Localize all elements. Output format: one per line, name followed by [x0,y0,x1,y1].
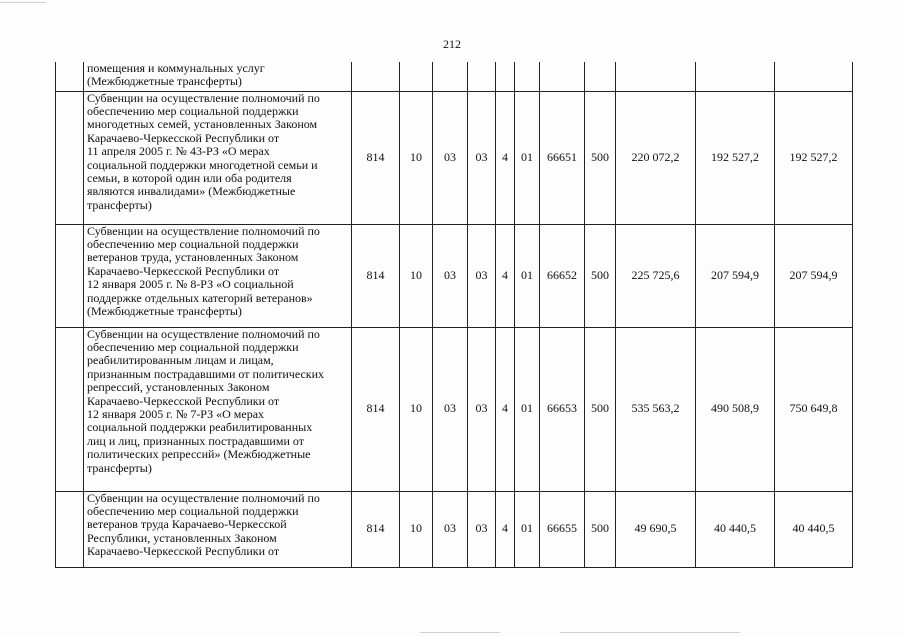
row-index-cell [56,224,84,327]
section-code: 10 [400,491,433,567]
table-row [56,224,853,327]
subsection-code: 03 [433,91,468,224]
item-name: помещения и коммунальных услуг (Межбюджетные трансферты) [84,62,352,91]
program-code: 03 [468,491,496,567]
row-index-cell [56,327,84,491]
expense-type-code: 500 [585,491,616,567]
amount-year-3: 750 649,8 [775,327,853,491]
direction-code: 66652 [540,224,585,327]
row-index-cell [56,62,84,91]
direction-code: 66651 [540,91,585,224]
table-row [56,62,853,91]
amount-year-3: 40 440,5 [775,491,853,567]
subsection-code: 03 [433,327,468,491]
expense-type-code: 500 [585,91,616,224]
section-code: 10 [400,91,433,224]
program-code: 03 [468,224,496,327]
direction-code: 66653 [540,327,585,491]
subsection-code: 03 [433,491,468,567]
program-type-code: 4 [496,327,515,491]
program-type-code: 4 [496,224,515,327]
amount-year-2: 490 508,9 [696,327,775,491]
program-type-code: 4 [496,491,515,567]
page-number: 212 [443,37,461,51]
subprogram-code: 01 [515,491,540,567]
item-name: Субвенции на осуществление полномочий по обеспечению мер социальной поддержки реабилитированным лицам и лицам, признанным пострадавшими от политических репрессий, установленных Законом Карачаево-Черкесской Республики от 12 января 2005 г. № 7-РЗ «О мерах социальной поддержки реабилитированных лиц и лиц, признанных пострадавшими от политических репрессий» (Межбюджетные трансферты) [84,327,352,491]
scan-artifact [560,632,740,633]
program-code: 03 [468,91,496,224]
amount-year-3: 192 527,2 [775,91,853,224]
ministry-code: 814 [352,91,400,224]
row-index-cell [56,91,84,224]
subsection-code [433,62,468,91]
table-row [56,327,853,491]
amount-year-2 [696,62,775,91]
amount-year-1: 225 725,6 [616,224,696,327]
expense-type-code: 500 [585,224,616,327]
amount-year-2: 192 527,2 [696,91,775,224]
scan-artifact [0,2,46,3]
amount-year-2: 207 594,9 [696,224,775,327]
table-row [56,491,853,567]
program-code [468,62,496,91]
amount-year-3: 207 594,9 [775,224,853,327]
amount-year-2: 40 440,5 [696,491,775,567]
item-name: Субвенции на осуществление полномочий по обеспечению мер социальной поддержки ветеранов труда Карачаево-Черкесской Республики, установленных Законом Карачаево-Черкесской Республики от [84,491,352,567]
subprogram-code: 01 [515,327,540,491]
program-type-code: 4 [496,91,515,224]
amount-year-1 [616,62,696,91]
ministry-code: 814 [352,327,400,491]
subprogram-code: 01 [515,224,540,327]
ministry-code [352,62,400,91]
section-code: 10 [400,327,433,491]
subsection-code: 03 [433,224,468,327]
expense-type-code: 500 [585,327,616,491]
expense-type-code [585,62,616,91]
program-type-code [496,62,515,91]
subprogram-code [515,62,540,91]
table-row [56,91,853,224]
row-index-cell [56,491,84,567]
ministry-code: 814 [352,224,400,327]
program-code: 03 [468,327,496,491]
amount-year-1: 49 690,5 [616,491,696,567]
section-code: 10 [400,224,433,327]
amount-year-1: 535 563,2 [616,327,696,491]
direction-code [540,62,585,91]
subprogram-code: 01 [515,91,540,224]
scan-artifact [420,632,500,633]
amount-year-3 [775,62,853,91]
direction-code: 66655 [540,491,585,567]
item-name: Субвенции на осуществление полномочий по обеспечению мер социальной поддержки многодетных семей, установленных Законом Карачаево-Черкесской Республики от 11 апреля 2005 г. № 43-РЗ «О мерах социальной поддержки многодетной семьи и семьи, в которой один или оба родителя являются инвалидами» (Межбюджетные трансферты) [84,91,352,224]
ministry-code: 814 [352,491,400,567]
section-code [400,62,433,91]
amount-year-1: 220 072,2 [616,91,696,224]
budget-table [55,62,853,568]
item-name: Субвенции на осуществление полномочий по обеспечению мер социальной поддержки ветеранов труда, установленных Законом Карачаево-Черкесской Республики от 12 января 2005 г. № 8-РЗ «О социальной поддержке отдельных категорий ветеранов» (Межбюджетные трансферты) [84,224,352,327]
